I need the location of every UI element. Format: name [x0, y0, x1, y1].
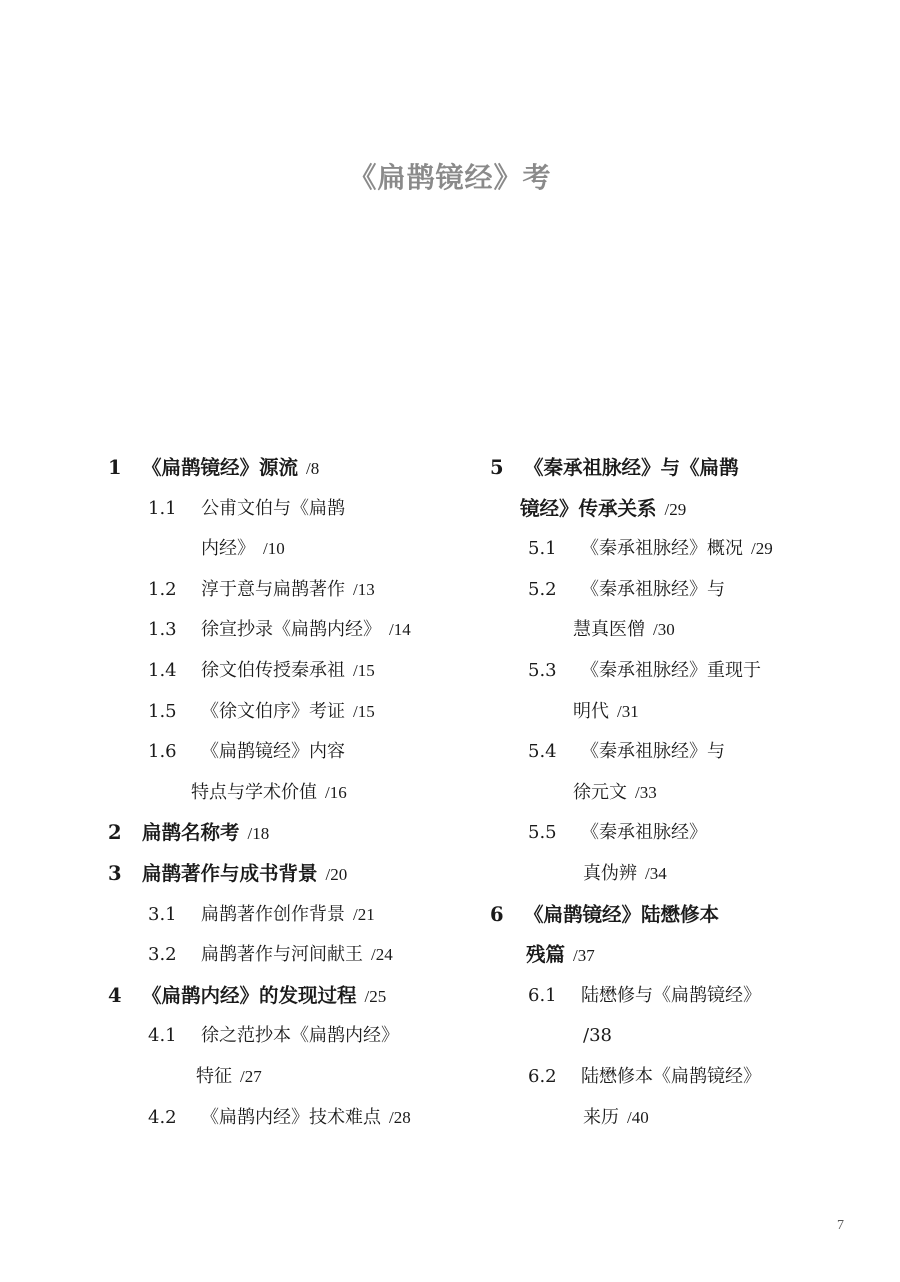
toc-entry-title: 《秦承祖脉经》与 — [581, 578, 725, 600]
toc-entry-page: /21 — [353, 904, 375, 924]
toc-entry-title: 扁鹊著作与河间献王 — [201, 944, 363, 966]
page-title: 《扁鹊镜经》考 — [348, 161, 552, 194]
toc-entry-title: 特点与学术价值 — [191, 781, 317, 803]
toc-entry-number: 1 — [108, 456, 122, 479]
toc-entry-number: 5.4 — [528, 741, 557, 763]
toc-entry-number: 1.2 — [148, 578, 177, 600]
toc-entry-page: /13 — [353, 579, 375, 599]
toc-entry-page: /37 — [573, 946, 595, 966]
toc-entry — [108, 935, 488, 976]
toc-entry — [490, 1098, 870, 1139]
toc-entry-title: 徐宣抄录《扁鹊内经》 — [201, 619, 381, 641]
toc-column-left — [108, 448, 488, 1138]
toc-entry — [108, 610, 488, 651]
toc-entry — [490, 610, 870, 651]
toc-entry — [490, 854, 870, 895]
toc-entry-title: 内经》 — [201, 538, 255, 560]
toc-entry — [490, 692, 870, 733]
toc-entry — [490, 976, 870, 1017]
toc-entry — [490, 570, 870, 611]
toc-entry — [108, 692, 488, 733]
toc-entry-page: /8 — [306, 459, 320, 478]
toc-entry-page: /10 — [263, 539, 285, 559]
toc-entry-page: /33 — [635, 782, 657, 802]
toc-entry — [490, 448, 870, 489]
toc-entry-page: /18 — [247, 824, 270, 844]
toc-entry-title: 陆懋修与《扁鹊镜经》 — [581, 984, 761, 1006]
toc-entry-title: 扁鹊著作创作背景 — [201, 903, 345, 925]
toc-entry-page: /29 — [751, 539, 773, 559]
toc-entry — [490, 895, 870, 936]
toc-entry — [108, 895, 488, 936]
toc-entry — [108, 651, 488, 692]
toc-entry-title: 徐元文 — [573, 781, 627, 803]
toc-entry-title: 《秦承祖脉经》 — [581, 822, 707, 844]
toc-entry-page: /40 — [627, 1107, 649, 1127]
toc-entry — [490, 651, 870, 692]
toc-entry-number: 1.1 — [148, 497, 177, 519]
toc-entry-number: 1.5 — [148, 700, 177, 722]
toc-entry-title: 镜经》传承关系 — [520, 496, 657, 520]
toc-entry-title: 《扁鹊镜经》源流 — [142, 456, 299, 479]
page-number: 7 — [837, 1218, 844, 1233]
toc-entry — [108, 976, 488, 1017]
toc-entry — [108, 570, 488, 611]
toc-entry-number: 6.1 — [528, 984, 557, 1006]
toc-entry-number: 2 — [108, 821, 122, 845]
toc-entry-page: /15 — [353, 660, 375, 680]
toc-entry-title: 明代 — [573, 700, 609, 722]
toc-entry-number: 6 — [490, 902, 504, 926]
toc-entry-page: /14 — [389, 620, 411, 640]
toc-entry-number: 4.2 — [148, 1106, 177, 1128]
toc-entry-number: 1.3 — [148, 619, 177, 641]
toc-entry-number: 3 — [108, 861, 122, 885]
toc-entry-number: 4 — [108, 983, 122, 1007]
toc-entry — [490, 813, 870, 854]
toc-entry — [108, 1057, 488, 1098]
toc-entry-number: 5.5 — [528, 822, 557, 844]
toc-entry-title: 《扁鹊镜经》陆懋修本 — [524, 902, 720, 926]
toc-entry-page: /25 — [364, 986, 387, 1006]
toc-entry-title: 扁鹊著作与成书背景 — [142, 861, 318, 885]
toc-entry-page: /20 — [325, 864, 348, 884]
toc-entry-title: 淳于意与扁鹊著作 — [201, 578, 345, 600]
toc-entry-title: 《徐文伯序》考证 — [201, 700, 345, 722]
toc-entry-number: 5.3 — [528, 659, 557, 681]
toc-entry-title: 《秦承祖脉经》概况 — [581, 538, 743, 560]
toc-entry-page: /30 — [653, 620, 675, 640]
toc-entry — [108, 732, 488, 773]
toc-entry-page: /27 — [240, 1066, 262, 1086]
toc-entry — [490, 732, 870, 773]
toc-entry-title: 公甫文伯与《扁鹊 — [201, 497, 345, 519]
toc-entry-number: 6.2 — [528, 1065, 557, 1087]
toc-entry-page: /16 — [325, 782, 347, 802]
toc-entry-page: /34 — [645, 863, 667, 883]
toc-entry-number: 5.1 — [528, 538, 557, 560]
toc-entry — [490, 489, 870, 530]
toc-entry-title: 《扁鹊镜经》内容 — [201, 741, 345, 763]
toc-entry-page: /15 — [353, 701, 375, 721]
toc-entry-number: 5.2 — [528, 578, 557, 600]
toc-entry-number: 5 — [490, 456, 504, 479]
toc-entry-number: 3.1 — [148, 903, 177, 925]
toc-entry-title: 《扁鹊内经》技术难点 — [201, 1106, 381, 1128]
toc-entry-title: 真伪辨 — [583, 862, 637, 884]
toc-entry-title: 来历 — [583, 1106, 619, 1128]
toc-entry-title: 《秦承祖脉经》与 — [581, 741, 725, 763]
toc-entry — [108, 773, 488, 814]
toc-entry-title: 《秦承祖脉经》重现于 — [581, 659, 761, 681]
toc-entry — [108, 448, 488, 489]
toc-entry — [108, 813, 488, 854]
toc-entry — [108, 854, 488, 895]
toc-entry-page: /28 — [389, 1107, 411, 1127]
toc-entry — [490, 529, 870, 570]
toc-entry-title: 徐文伯传授秦承祖 — [201, 659, 345, 681]
toc-entry — [108, 489, 488, 530]
toc-entry — [490, 1016, 870, 1057]
toc-entry-title: /38 — [583, 1025, 612, 1047]
toc-entry-number: 1.4 — [148, 659, 177, 681]
toc-entry-number: 3.2 — [148, 944, 177, 966]
toc-column-right — [490, 448, 870, 1138]
toc-entry-title: 慧真医僧 — [573, 619, 645, 641]
toc-entry-title: 《秦承祖脉经》与《扁鹊 — [524, 456, 739, 479]
toc-entry-page: /24 — [371, 945, 393, 965]
toc-entry — [108, 1098, 488, 1139]
toc-entry — [490, 773, 870, 814]
toc-entry — [490, 935, 870, 976]
toc-entry-number: 1.6 — [148, 741, 177, 763]
toc-entry-page: /31 — [617, 701, 639, 721]
toc-entry-number: 4.1 — [148, 1025, 177, 1047]
toc-entry — [490, 1057, 870, 1098]
toc-entry-title: 陆懋修本《扁鹊镜经》 — [581, 1065, 761, 1087]
toc-entry-title: 特征 — [196, 1065, 232, 1087]
toc-entry-title: 徐之范抄本《扁鹊内经》 — [201, 1025, 399, 1047]
toc-entry-page: /29 — [664, 499, 687, 519]
toc-entry — [108, 529, 488, 570]
toc-entry-title: 《扁鹊内经》的发现过程 — [142, 983, 357, 1007]
toc-entry — [108, 1016, 488, 1057]
toc-entry-title: 扁鹊名称考 — [142, 821, 240, 845]
toc-entry-title: 残篇 — [526, 943, 566, 967]
